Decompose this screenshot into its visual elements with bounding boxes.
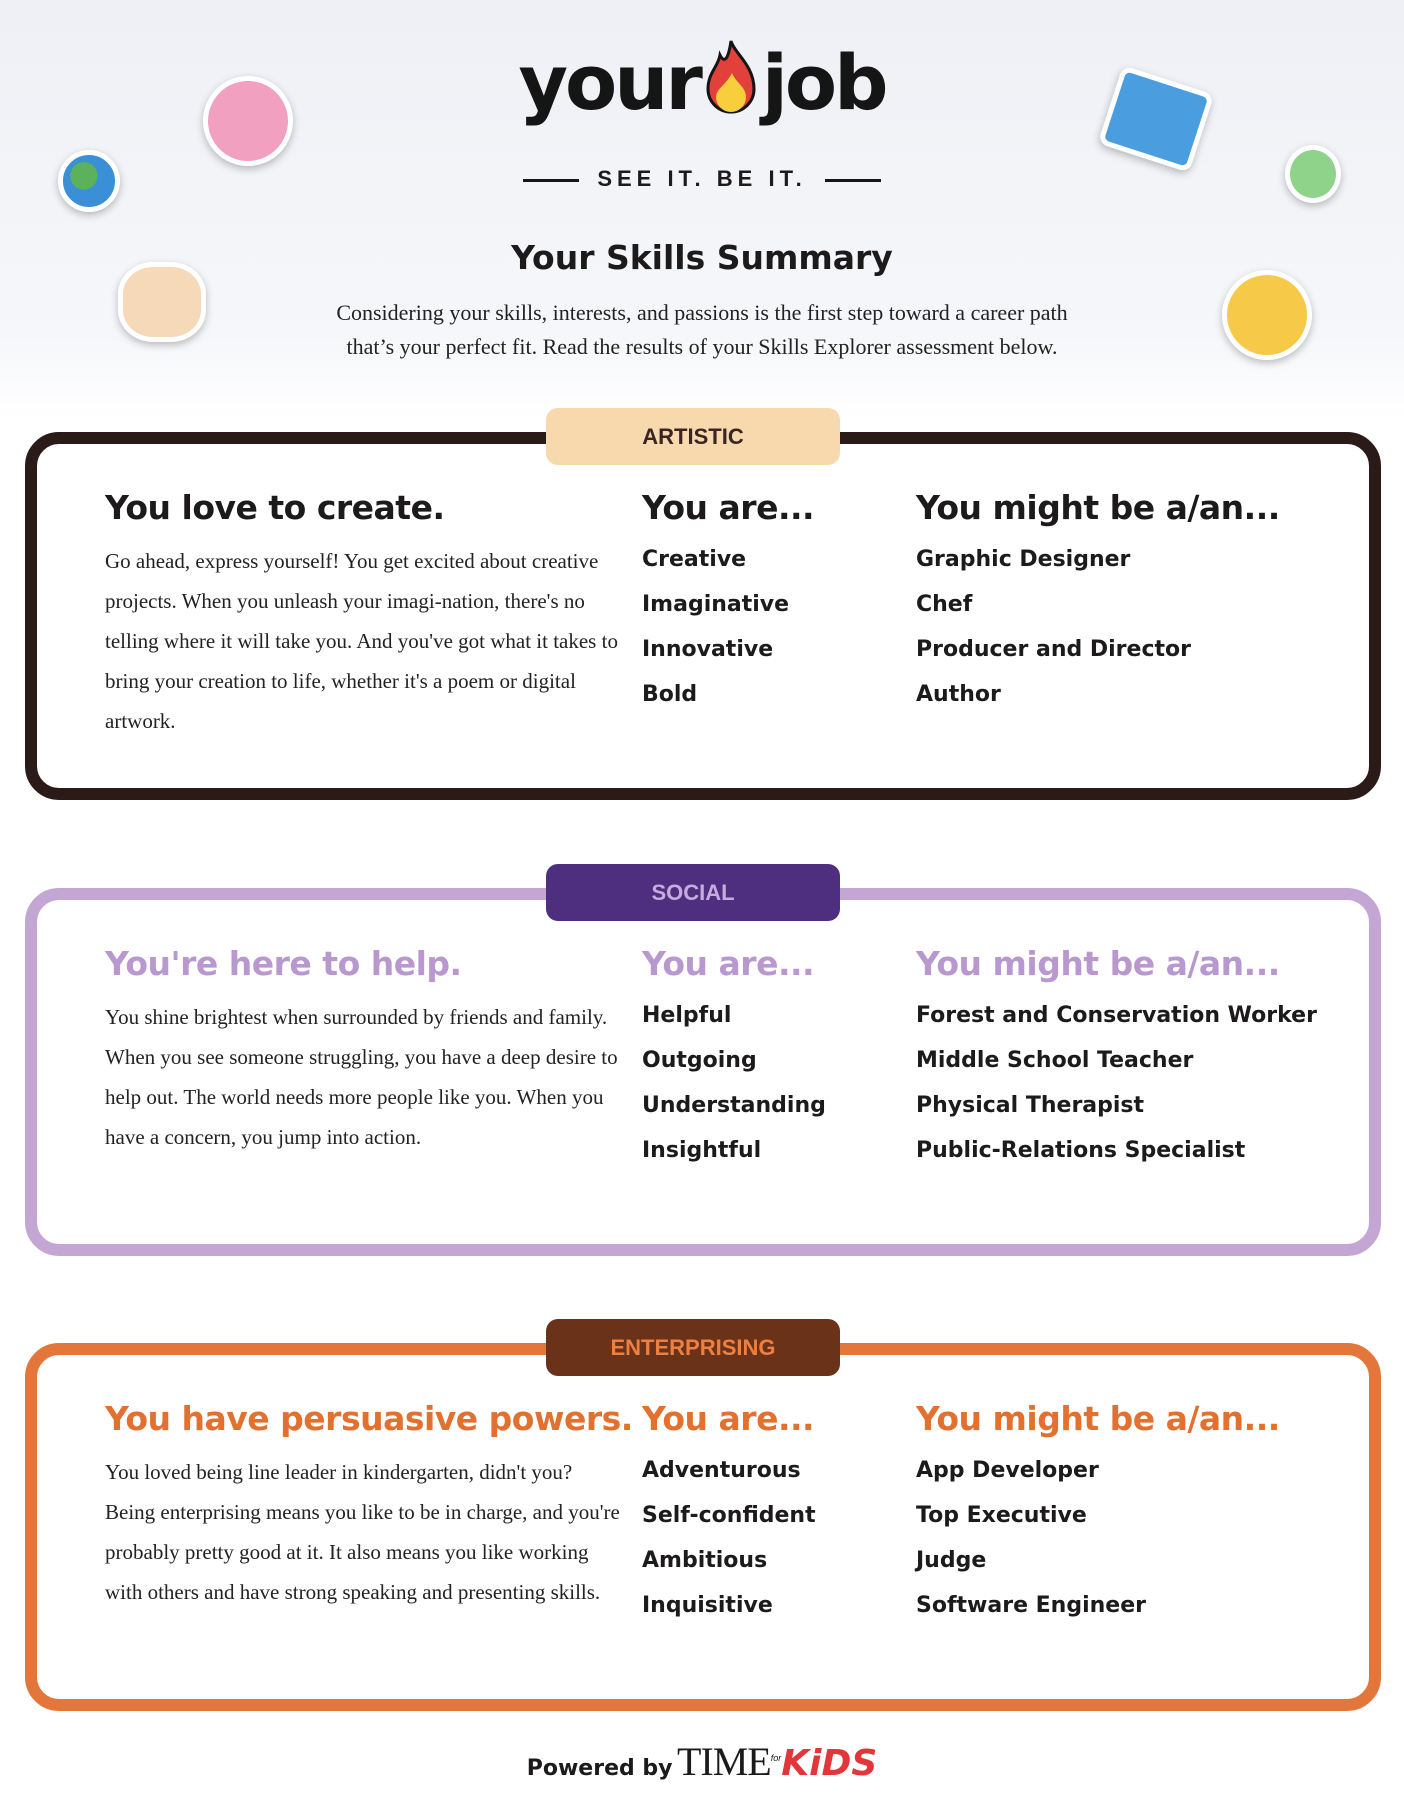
card-description: You loved being line leader in kindergarten, didn't you? Being enterprising means you like to be in charge, and you're probably pretty good at it. It also means you like working with others and have strong speaking and presenting skills. xyxy=(105,1460,620,1604)
traits-heading: You are... xyxy=(642,1399,815,1438)
career-item: Chef xyxy=(916,592,973,617)
artistic-badge: ARTISTIC xyxy=(546,408,840,465)
careers-heading: You might be a/an... xyxy=(916,488,1280,527)
trait-item: Self-confident xyxy=(642,1503,816,1528)
career-item: Physical Therapist xyxy=(916,1093,1145,1118)
tagline: SEE IT. BE IT. xyxy=(0,166,1404,192)
traits-heading: You are... xyxy=(642,944,815,983)
traits-heading: You are... xyxy=(642,488,815,527)
trait-item: Understanding xyxy=(642,1093,826,1118)
trait-item: Ambitious xyxy=(642,1548,768,1573)
powered-by-footer: Powered by $TIME^{for}KiDS$ xyxy=(526,1739,878,1784)
page-description: Considering your skills, interests, and passions is the first step toward a career path that’s your perfect fit. Read the results of your Skills Explorer assessment below. xyxy=(336,300,1068,359)
trait-item: Imaginative xyxy=(642,592,790,617)
trait-item: Creative xyxy=(642,547,747,572)
career-item: Author xyxy=(916,682,1001,707)
trait-item: Innovative xyxy=(642,637,774,662)
careers-heading: You might be a/an... xyxy=(916,1399,1280,1438)
career-item: Graphic Designer xyxy=(916,547,1131,572)
enterprising-card xyxy=(25,1343,1381,1711)
card-description: Go ahead, express yourself! You get excited about creative projects. When you unleash your imagi-nation, there's no telling where it will take you. And you've got what it takes to bring your creation to life, whether it's a poem or digital artwork. xyxy=(105,549,618,733)
flame-icon xyxy=(704,39,758,115)
trait-item: Helpful xyxy=(642,1003,732,1028)
card-heading: You have persuasive powers. xyxy=(105,1399,633,1438)
career-item: Forest and Conservation Worker xyxy=(916,1003,1317,1028)
trait-item: Inquisitive xyxy=(642,1593,773,1618)
trait-item: Outgoing xyxy=(642,1048,757,1073)
page-title: Your Skills Summary xyxy=(511,238,893,277)
card-heading: You're here to help. xyxy=(105,944,462,983)
career-item: Top Executive xyxy=(916,1503,1087,1528)
trait-item: Insightful xyxy=(642,1138,762,1163)
career-item: Public-Relations Specialist xyxy=(916,1138,1246,1163)
trait-item: Adventurous xyxy=(642,1458,801,1483)
artistic-card xyxy=(25,432,1381,800)
career-item: Judge xyxy=(916,1548,987,1573)
social-badge: SOCIAL xyxy=(546,864,840,921)
careers-heading: You might be a/an... xyxy=(916,944,1280,983)
card-heading: You love to create. xyxy=(105,488,445,527)
card-description: You shine brightest when surrounded by friends and family. When you see someone struggling, you have a deep desire to help out. The world needs more people like you. When you have a concern, you jump into action. xyxy=(105,1005,618,1149)
social-card xyxy=(25,888,1381,1256)
yourjob-logo: your job xyxy=(518,38,886,127)
career-item: Producer and Director xyxy=(916,637,1191,662)
career-item: App Developer xyxy=(916,1458,1099,1483)
career-item: Software Engineer xyxy=(916,1593,1146,1618)
enterprising-badge: ENTERPRISING xyxy=(546,1319,840,1376)
career-item: Middle School Teacher xyxy=(916,1048,1194,1073)
trait-item: Bold xyxy=(642,682,698,707)
